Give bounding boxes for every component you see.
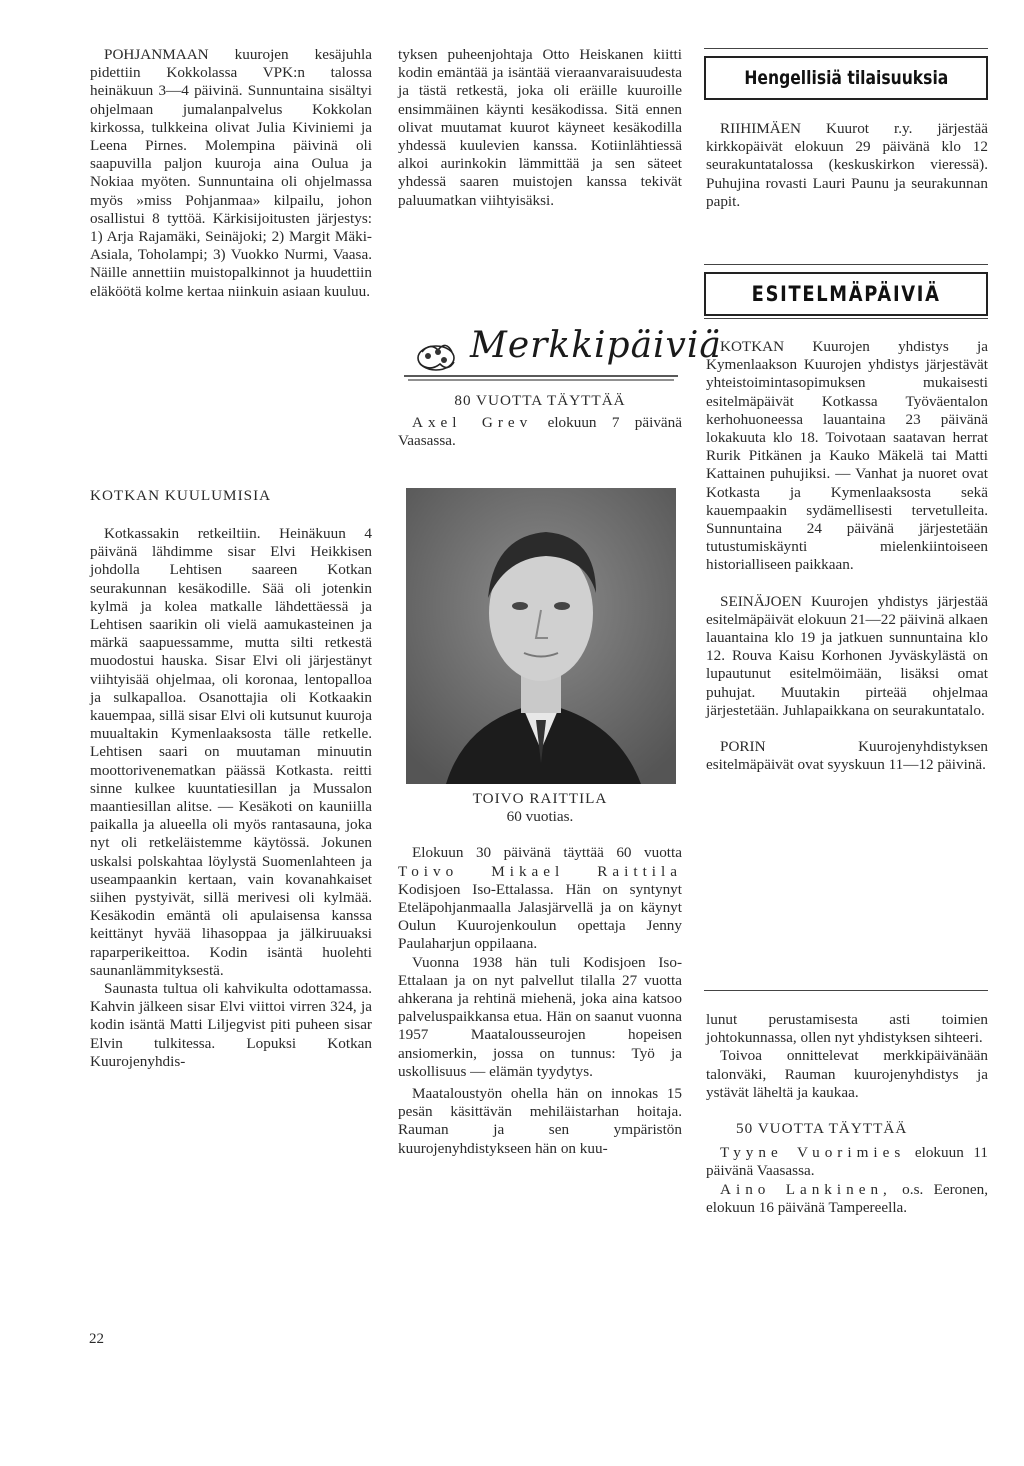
column-left [90,46,372,301]
portrait-image [406,488,676,784]
article-kotka-retki-end: tyksen puheenjohtaja Otto Heiskanen kiitti kodin emäntää ja isäntää vieraanvaraisuudesta ja tästä retkestä, joka oli eräille kuuroille ensimmäinen käynti kesäkodissa. Sitä ennen olivat muutamat kuurot käyneet kesäkodilla yhdessä kuulevien kanssa. Kotiinlähtiessä alkoi aurinkokin lämmittää ja sen säteet yhdessä saaren muistojen kanssa tekivät paluumatkan viihtyisäksi. [398,46,682,209]
column-middle-lower [398,790,682,1158]
birthday-50-vuorimies [706,1144,988,1180]
article-kotka-retki: Kotkassakin retkeiltiin. Heinäkuun 4 päivänä lähdimme sisar Elvi Heikkisen johdolla Lehtisen saareen Kotkan seurakunnan kesäkodille. Sää oli jotenkin kylmä ja kolea matkalle lähdettäessä ja Lehtisen saarikin oli vielä aamukasteinen ja märkä saapuessamme, mutta silti retkestä muodostui hauska. Sisar Elvi oli järjestänyt viihtyisää ohjelmaa, oli koronaa, lentopalloa ja sulkapalloa. Osanottajia oli Kotkaakin kauempaa, sillä sisar Elvi oli kutsunut kuuroja muualtakin Kymenlaaksosta tälle retkelle. Lehtisen saari on muutaman minuutin moottorivenematkan päässä Kotkasta. reitti sinne kulkee kuuntatiesillan ja Mussalon maantiesillan alitse. — Kesäkoti on kauniilla paikalla ja alueella oli myös rantasauna, joka nyt oli retkeläistemme käytössä. Jokunen uskalsi polskahtaa löylystä Suomenlahteen ja useampaankin kertaan, vain kovanahkaiset siihen pystyivät, sillä merivesi oli kylmää. Kesäkodin emäntä oli apulaisensa kanssa keittänyt hyvää lihasoppaa ja jälkiruuaksi raparperikeittoa. Kodin isäntä huolehti saunanlämmityksestä. [90,525,372,979]
article-raittila-congrats: Toivoa onnittelevat merkkipäivänään talonväki, Rauman kuurojenyhdistys ja ystävät läheltä ja kaukaa. [706,1047,988,1101]
article-raittila-rest: Kodisjoen Iso-Ettalassa. Hän on syntynyt Eteläpohjanmaalla Jalasjärvellä ja on käynyt Oulun Kuurojenkoulun opettaja Jenny Paulaharjun oppilaana. [398,880,682,953]
article-raittila-2: Vuonna 1938 hän tuli Kodisjoen Iso-Ettalaan ja on nyt palvellut tilalla 27 vuotta ahkerana ja rehtinä miehenä, joka aina katsoo palveluspaikkansa etua. Hän on saanut vuonna 1957 Maatalousseurojen hopeisen ansiomerkin, jossa on tunnus: Työ ja uskollisuus — elämän tyydytys. [398,953,682,1080]
page-number: 22 [89,1331,104,1347]
column-right [706,120,988,211]
heading-kotkan-kuulumisia: KOTKAN KUULUMISIA [90,487,272,504]
article-pori: PORIN Kuurojenyhdistyksen esitelmäpäivät ovat syyskuun 11—12 päivinä. [706,738,988,774]
photo-caption-name: TOIVO RAITTILA [472,790,608,807]
photo-caption-age: 60 vuotias. [506,808,574,826]
birthday-50-vuorimies-text: elokuun 11 päivänä Vaasassa. [706,1144,988,1180]
article-seinajoki: SEINÄJOEN Kuurojen yhdistys järjestää esitelmäpäivät elokuun 21—22 päivinä alkaen lauantaina klo 19 ja jatkuen sunnuntaina klo 12. Rouva Kaisu Korhonen Jyväskylästä on lupautunut esitelmöimään, lisäksi omat puhujat. Muutakin pirteää ohjelmaa järjestetään. Juhlapaikkana on seurakuntatalo. [706,592,988,719]
column-middle [398,46,682,210]
article-raittila-3: Maataloustyön ohella hän on innokas 15 pesän käsittävän mehiläistarhan hoitaja. Rauman ja sen ympäristön kuurojenyhdistykseen hän on kuu- [398,1085,682,1157]
merkkipaivia-title: Merkkipäiviä [470,325,722,366]
heading-50-vuotta: 50 VUOTTA TÄYTTÄÄ [736,1120,908,1138]
heading-box-esitelmapaivia [704,272,988,316]
article-raittila-name: Toivo Mikael Raittila [398,862,682,880]
article-kotka-retki-cont: Saunasta tultua oli kahvikulta odottamassa. Kahvin jälkeen sisar Elvi viittoi virren 324, ja kodin isäntä Matti Liljegvist piti puheen sisar Elvin tulkitessa. Lopuksi Kotkan Kuurojenyhdis- [90,980,372,1070]
rule-mid [704,264,988,265]
birthday-80-text: elokuun 7 päivänä Vaasassa. [398,414,683,450]
article-kotka-esitelma: KOTKAN Kuurojen yhdistys ja Kymenlaakson Kuurojen yhdistys järjestävät yhteistoimintasopimuksen mukaisesti esitelmäpäivät Kotkassa Työväentalon kerhohuoneessa lauantaina 23 päivänä lokakuuta klo 18. Toivotaan saatavan herrat Rurik Pitkänen ja Kauko Mäkelä tai Matti Kattainen puhujiksi. — Vanhat ja nuoret ovat Kotkasta ja Kymenlaaksosta sekä kauempaakin sydämellisesti tervetulleita. Sunnuntaina 24 päivänä järjestetään tutustumiskäynti mielenkiintoiseen historialliseen paikkaan. [706,338,988,574]
birthday-80-name: Axel Grev [412,414,533,432]
birthday-80 [398,414,682,450]
column-left-lower [90,525,372,1071]
article-raittila-end: lunut perustamisesta asti toimien johtokunnassa, ollen nyt yhdistyksen sihteeri. [706,1011,988,1047]
portrait-photo [406,488,676,784]
article-pohjanmaa: POHJANMAAN kuurojen kesäjuhla pidettiin Kokkolassa VPK:n talossa heinäkuun 3—4 päivinä. Sunnuntaina sisältyi ohjelmaan jumalanpalvelus Kokkolan kirkossa, tulkkeina olivat Julia Kiviniemi ja Leena Pirnes. Molempina päivinä oli saapuvilla paljon kuuroja aina Oulua ja Nokiaa myöten. Sunnuntaina oli ohjelmassa myös »miss Pohjanmaa» kilpailu, johon osallistui 8 tyttöä. Kärkisijoitusten järjestys: 1) Arja Rajamäki, Seinäjoki; 2) Margit Mäki-Asiala, Toholampi; 3) Vuokko Nurmi, Vaasa. Näille annettiin muistopalkinnot ja huudettiin eläköötä kolme kertaa niinkuin asiaan kuuluu. [90,46,372,300]
column-right-lower [706,1011,988,1217]
rule-top [704,48,988,49]
column-right-esitelma [706,338,988,774]
heading-box-esitelmapaivia-text: ESITELMÄPÄIVIÄ [751,282,941,306]
article-raittila [398,844,682,953]
column-middle-birthdays [398,392,682,451]
heading-box-hengellisia [704,56,988,100]
rule-lower [704,990,988,991]
birthday-50-lankinen [706,1181,988,1217]
article-riihimaki: RIIHIMÄEN Kuurot r.y. järjestää kirkkopäivät elokuun 29 päivänä klo 12 seurakuntatalossa (keskuskirkon vieressä). Puhujina rovasti Lauri Paunu ja seurakunnan papit. [706,120,988,210]
birthday-50-lankinen-name: Aino Lankinen, [720,1180,892,1198]
heading-80-vuotta: 80 VUOTTA TÄYTTÄÄ [454,392,626,409]
birthday-50-lankinen-text: o.s. Eeronen, elokuun 16 päivänä Tampereella. [706,1180,988,1216]
heading-box-hengellisia-text: Hengellisiä tilaisuuksia [744,67,948,89]
rule-mid-2 [704,318,988,319]
article-raittila-start: Elokuun 30 päivänä täyttää 60 vuotta [412,844,682,862]
birthday-50-vuorimies-name: Tyyne Vuorimies [720,1144,906,1162]
